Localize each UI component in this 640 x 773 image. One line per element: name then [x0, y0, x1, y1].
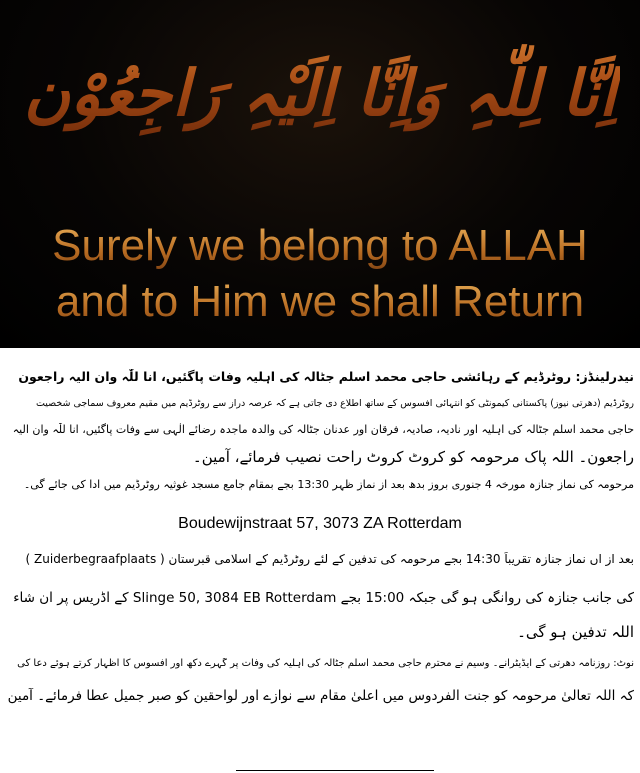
condolence-banner [0, 0, 640, 348]
paragraph-1-line-3: راجعون۔ اللہ پاک مرحومہ کو کروٹ کروٹ راحت نصیب فرمائے، آمین۔ [192, 448, 634, 466]
note-line-1: نوٹ: روزنامہ دھرتی کے ایڈیٹرانے۔ وسیم نے محترم حاجی محمد اسلم جٹالہ کی اہلیہ کی وفات پر گہرے دکھ اور افسوس کا اظہار کرتے ہوئے دعا کی [17, 658, 634, 669]
arabic-calligraphy: اِنَّا لِلّٰہِ وَاِنَّا اِلَیْہِ رَاجِعُوْن [20, 18, 620, 168]
paragraph-3-line-1: بعد از اں نماز جنازہ تقریباً 14:30 بجے مرحومہ کی تدفین کے لئے روٹرڈیم کے اسلامی قبرستان ( Zuiderbegraafplaats ) [25, 552, 634, 566]
banner-line-1: Surely we belong to ALLAH [0, 218, 640, 274]
paragraph-3-line-2: کی جانب جنازہ کی روانگی ہو گی جبکہ 15:00 بجے Slinge 50, 3084 EB Rotterdam کے اڈریس پر ان شاء [13, 590, 634, 606]
paragraph-1-line-2: حاجی محمد اسلم جٹالہ کی اہلیہ اور نادیہ، صادیہ، فرقان اور عدنان جٹالہ کی والدہ ماجدہ رضائے الٰہی سے وفات پاگئیں، انا للّٰہ وان الیہ [12, 423, 634, 436]
paragraph-1-line-1: روٹرڈیم (دھرتی نیوز) پاکستانی کیمونٹی کو انتہائی افسوس کے ساتھ اطلاع دی جاتی ہے کہ عرصہ دراز سے روٹرڈیم میں مقیم معروف سماجی شخصیت [35, 398, 634, 409]
divider-rule [236, 770, 434, 771]
paragraph-2: مرحومہ کی نمازِ جنازہ مورخہ 4 جنوری بروز بدھ بعد از نمازِ ظہر 13:30 بجے بمقام جامع مسجد غوثیہ روٹرڈیم میں ادا کی جائے گی۔ [23, 478, 634, 491]
note-line-2: کہ اللہ تعالیٰ مرحومہ کو جنت الفردوس میں اعلیٰ مقام سے نوازے اور لواحقین کو صبر جمیل عطا فرمائے۔ آمین [7, 688, 634, 704]
headline: نیدرلینڈز: روٹرڈیم کے رہائشی حاجی محمد اسلم جٹالہ کی اہلیہ وفات پاگئیں، انا للّٰہ وان الیہ راجعون [18, 369, 634, 384]
paragraph-3-line-3: اللہ تدفین ہو گی۔ [517, 623, 634, 641]
mosque-address: Boudewijnstraat 57, 3073 ZA Rotterdam [178, 515, 462, 532]
banner-line-2: and to Him we shall Return [0, 274, 640, 330]
